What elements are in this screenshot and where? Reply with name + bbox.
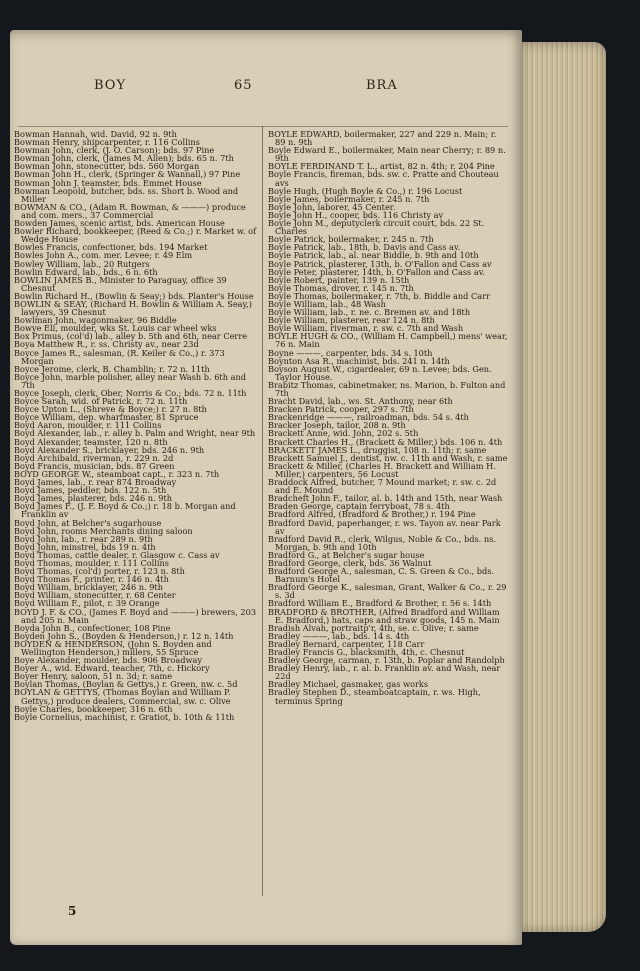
directory-entry: Boyson August W., cigardealer, 69 n. Levee; bds. Gen. Taylor House. bbox=[268, 363, 492, 382]
directory-entry: Bowman Henry, shipcarpenter, r. 116 Collins bbox=[14, 137, 200, 148]
directory-entry: Boyne ———, carpenter, bds. 34 s. 10th bbox=[268, 347, 433, 358]
directory-entry: Boyle John M., deputyclerk circuit court, bds. 22 St. Charles bbox=[268, 218, 485, 237]
directory-entry: BOYLE FERDINAND T. L., artist, 82 n. 4th; r. 204 Pine bbox=[268, 161, 495, 172]
directory-entry: Bradford George, clerk, bds. 36 Walnut bbox=[268, 557, 432, 568]
directory-entry: Bradley George, carman, r. 13th, b. Poplar and Randolph bbox=[268, 655, 505, 666]
directory-entry: Boyer Henry, saloon, 51 n. 3d; r. same bbox=[14, 671, 173, 682]
directory-entry: Boyce Joseph, clerk, Ober, Norris & Co.; bds. 72 n. 11th bbox=[14, 388, 247, 398]
directory-entry: Brabitz Thomas, cabinetmaker, ns. Marion, b. Fulton and 7th bbox=[268, 379, 506, 398]
directory-entry: Bradford David R., clerk, Wilgus, Noble & Co., bds. ns. Morgan, b. 9th and 10th bbox=[268, 533, 496, 552]
directory-entry: Bradcheft John F., tailor, al. b. 14th and 15th, near Wash bbox=[268, 493, 503, 504]
directory-entry: Boyle Patrick, plasterer, 13th, b. O'Fallon and Cass av bbox=[268, 258, 492, 269]
directory-entry: BRACKETT JAMES L., druggist, 108 n. 11th; r. same bbox=[268, 444, 487, 455]
directory-entry: Boyle Patrick, boilermaker, r. 245 n. 7th bbox=[268, 234, 434, 245]
running-header bbox=[10, 74, 522, 96]
directory-entry: Boyd Thomas, cattle dealer, r. Glasgow c. Cass av bbox=[14, 549, 220, 560]
directory-entry: Bradford David, paperhanger, r. ws. Tayon av. near Park av bbox=[268, 517, 501, 536]
directory-entry: Bradley Michael, gasmaker, gas works bbox=[268, 679, 429, 690]
directory-entry: Boya Matthew R., r. ss. Christy av., near 23d bbox=[14, 339, 199, 350]
page-edges bbox=[520, 42, 606, 932]
directory-entry: Bowden James, scenic artist, bds. American House bbox=[14, 218, 225, 229]
header-right: BRA bbox=[366, 78, 398, 93]
directory-entry: Boyle Cornelius, machinist, r. Gratiot, b. 10th & 11th bbox=[14, 711, 235, 722]
directory-entry: Bowye Eli, moulder, wks St. Louis car wheel wks bbox=[14, 323, 217, 334]
directory-entry: Bracker Joseph, tailor, 208 n. 9th bbox=[268, 420, 406, 431]
directory-entry: Boyle Thomas, boilermaker, r. 7th, b. Biddle and Carr bbox=[268, 290, 490, 301]
directory-entry: Brackett & Miller, (Charles H. Brackett and William H. Miller,) carpenters, 56 Locust bbox=[268, 460, 496, 479]
directory-entry: Box Primus, (col'd) lab., alley b. 5th and 6th, near Cerre bbox=[14, 331, 248, 342]
directory-entry: Boyd William, stonecutter, r. 68 Center bbox=[14, 590, 176, 601]
directory-entry: Boye Alexander, moulder, bds. 906 Broadway bbox=[14, 655, 202, 666]
directory-entry: Boyd Thomas, (col'd) porter, r. 123 n. 8th bbox=[14, 566, 185, 577]
directory-entry: BOWMAN & CO., (Adam R. Bowman, & ———) produce and com. mers., 37 Commercial bbox=[14, 201, 246, 220]
directory-entry: Bradley ———, lab., bds. 14 s. 4th bbox=[268, 630, 410, 641]
directory-entry: Boyle Thomas, drover, r. 145 n. 7th bbox=[268, 282, 414, 293]
directory-page bbox=[10, 30, 522, 945]
directory-entry: Bowman Hannah, wid. David, 92 n. 9th bbox=[14, 129, 177, 139]
directory-entry: BOYLE HUGH & CO., (William H. Campbell,) mens' wear, 76 n. Main bbox=[268, 331, 508, 350]
directory-entry: Brackett Charles H., (Brackett & Miller,) bds. 106 n. 4th bbox=[268, 436, 503, 447]
directory-entry: Boyd James, plasterer, bds. 246 n. 9th bbox=[14, 493, 173, 504]
directory-entry: Boyd Aaron, moulder, r. 111 Collins bbox=[14, 420, 162, 431]
directory-entry: Boyd Francis, musician, bds. 87 Green bbox=[14, 460, 175, 471]
directory-entry: Boyle Peter, plasterer, 14th, b. O'Fallon and Cass av. bbox=[268, 266, 485, 277]
directory-entry: Boyle John, laborer, 45 Center. bbox=[268, 201, 396, 212]
right-column bbox=[268, 130, 508, 705]
directory-entry: Boyda John B., confectioner, 108 Pine bbox=[14, 622, 171, 633]
directory-entry: Boyd John, lab., r. rear 289 n. 9th bbox=[14, 533, 153, 544]
directory-entry: Boylan Thomas, (Boylan & Gettys,) r. Green, nw. c. 5d bbox=[14, 679, 238, 690]
directory-entry: Boynton Asa R., machinist, bds. 241 n. 14th bbox=[268, 355, 450, 366]
directory-entry: Boyce Jerome, clerk, B. Chamblin; r. 72 n. 11th bbox=[14, 363, 210, 374]
directory-entry: Boyce William, dep. wharfmaster, 81 Spruce bbox=[14, 412, 199, 423]
directory-entry: Bracken Patrick, cooper, 297 s. 7th bbox=[268, 404, 414, 415]
directory-entry: Boyd John, minstrel, bds 19 n. 4th bbox=[14, 541, 156, 552]
directory-entry: Bradley Henry, lab., r. al. b. Franklin av. and Wash, near 22d bbox=[268, 663, 501, 682]
directory-entry: Boyle John H., cooper, bds. 116 Christy av bbox=[268, 209, 444, 220]
directory-entry: Bradish Alvah, portraitp'r, 4th, se. c. Olive; r. same bbox=[268, 622, 479, 633]
left-column bbox=[14, 130, 258, 721]
directory-entry: Boyd Archibald, riverman, r. 229 n. 2d bbox=[14, 452, 174, 463]
directory-entry: Bradford George A., salesman, C. S. Green & Co., bds. Barnum's Hotel bbox=[268, 566, 495, 585]
directory-entry: Boyle Francis, fireman, bds. sw. c. Pratte and Chouteau avs bbox=[268, 169, 499, 188]
directory-entry: Boyle Patrick, lab., 18th, b. Davis and Cass av. bbox=[268, 242, 461, 253]
directory-entry: Boyd James, peddler, bds. 122 n. 5th bbox=[14, 485, 167, 496]
directory-entry: Bradley Bernard, carpenter, 118 Carr bbox=[268, 638, 425, 649]
header-rule bbox=[18, 126, 508, 127]
directory-entry: Boyce John, marble polisher, alley near Wash b. 6th and 7th bbox=[14, 371, 246, 390]
directory-entry: BOYD J. F. & CO., (James F. Boyd and ———) brewers, 203 and 205 n. Main bbox=[14, 606, 257, 625]
directory-entry: BOYLE EDWARD, boilermaker, 227 and 229 n. Main; r. 89 n. 9th bbox=[268, 129, 497, 148]
directory-entry: Boyd Alexander, teamster, 120 n. 8th bbox=[14, 436, 168, 447]
directory-entry: Brackett Samuel J., dentist, nw. c. 11th and Wash, r. same bbox=[268, 452, 508, 463]
signature-mark: 5 bbox=[68, 904, 77, 918]
directory-entry: Boyle Patrick, lab., al. near Biddle, b. 9th and 10th bbox=[268, 250, 479, 261]
directory-entry: Bowles John A., com. mer. Levee; r. 49 Elm bbox=[14, 250, 193, 261]
page-number: 65 bbox=[234, 78, 253, 93]
directory-entry: Bracht David, lab., ws. St. Anthony, near 6th bbox=[268, 396, 453, 407]
directory-entry: Braddock Alfred, butcher, 7 Mound market; r. sw. c. 2d and E. Mound bbox=[268, 477, 497, 496]
directory-entry: Bowler Richard, bookkeeper, (Reed & Co.;) r. Market w. of Wedge House bbox=[14, 226, 257, 245]
directory-entry: Boyle Hugh, (Hugh Boyle & Co.,) r. 196 Locust bbox=[268, 185, 463, 196]
directory-entry: Bowlman John, wagonmaker, 96 Biddle bbox=[14, 315, 177, 326]
directory-entry: Brackenridge ———, railroadman, bds. 54 s. 4th bbox=[268, 412, 469, 423]
directory-entry: Boyd John, rooms Merchants dining saloon bbox=[14, 525, 193, 536]
directory-entry: Boyle Charles, bookkeeper, 316 n. 6th bbox=[14, 703, 173, 714]
directory-entry: Bradford Alfred, (Bradford & Brother,) r. 194 Pine bbox=[268, 509, 476, 520]
directory-entry: BOYDEN & HENDERSON, (John S. Boyden and Wellington Henderson,) millers, 55 Spruce bbox=[14, 638, 212, 657]
directory-entry: Boyle William, lab., r. ne. c. Bremen av. and 18th bbox=[268, 307, 471, 318]
directory-entry: BOWLIN & SEAY, (Richard H. Bowlin & William A. Seay,) lawyers, 39 Chesnut bbox=[14, 298, 252, 318]
directory-entry: Bradford William E., Bradford & Brother, r. 56 s. 14th bbox=[268, 598, 492, 609]
directory-entry: Bowman John J. teamster, bds. Emmet House bbox=[14, 177, 202, 188]
directory-entry: Boyle Robert, painter, 139 n. 15th bbox=[268, 274, 410, 285]
directory-entry: Boyd William F., pilot, r. 39 Orange bbox=[14, 598, 160, 609]
directory-entry: Boyd John, at Belcher's sugarhouse bbox=[14, 517, 162, 528]
directory-entry: Boyd James F., (J. F. Boyd & Co.;) r. 18 b. Morgan and Franklin av bbox=[14, 501, 236, 520]
directory-entry: Boyd Thomas F., printer, r. 146 n. 4th bbox=[14, 574, 169, 585]
directory-entry: Bowman John, clerk, (James M. Allen); bds. 65 n. 7th bbox=[14, 153, 234, 164]
directory-entry: Boyer A., wid. Edward, teacher, 7th, c. Hickory bbox=[14, 663, 210, 674]
directory-entry: Bowman John, stonecutter, bds. 560 Morgan bbox=[14, 161, 200, 172]
directory-entry: Bradford George K., salesman, Grant, Walker & Co., r. 29 s. 3d bbox=[268, 582, 507, 601]
directory-entry: Boyle William, plasterer, rear 124 n. 8th bbox=[268, 315, 435, 326]
directory-entry: Boyd Alexander, lab., r. alley b. Palm and Wright, near 9th bbox=[14, 428, 256, 439]
directory-entry: Bowles Francis, confectioner, bds. 194 Market bbox=[14, 242, 208, 253]
directory-entry: Boyd James, lab., r. rear 874 Broadway bbox=[14, 477, 177, 488]
directory-entry: Boyle Edward E., boilermaker, Main near Cherry; r. 89 n. 9th bbox=[268, 145, 506, 164]
column-divider bbox=[262, 126, 263, 896]
directory-entry: Braden George, captain ferryboat, 78 s. 4th bbox=[268, 501, 450, 512]
directory-entry: Bradford G., at Belcher's sugar house bbox=[268, 549, 425, 560]
directory-entry: Bowlin Richard H., (Bowlin & Seay;) bds. Planter's House bbox=[14, 290, 254, 301]
directory-entry: BRADFORD & BROTHER, (Alfred Bradford and William E. Bradford,) hats, caps and straw goods, 145 n. Main bbox=[268, 606, 500, 625]
directory-entry: Boyd William, bricklayer, 246 n. 9th bbox=[14, 582, 164, 593]
directory-entry: Boyd Thomas, moulder, r. 111 Collins bbox=[14, 557, 169, 568]
directory-entry: Boyd Alexander S., bricklayer, bds. 246 n. 9th bbox=[14, 444, 205, 455]
directory-entry: Bradley Stephen D., steamboatcaptain, r. ws. High, terminus Spring bbox=[268, 687, 481, 706]
directory-entry: Bowley William, lab., 20 Rutgers bbox=[14, 258, 150, 269]
directory-entry: Bowman John, clerk, (J. O. Carson); bds. 97 Pine bbox=[14, 145, 215, 156]
directory-entry: Boyce Upton L., (Shreve & Boyce;) r. 27 n. 8th bbox=[14, 404, 207, 415]
directory-entry: Boyce James R., salesman, (R. Keiler & Co.,) r. 373 Morgan bbox=[14, 347, 225, 366]
directory-entry: Bowman John H., clerk, (Springer & Wannall,) 97 Pine bbox=[14, 169, 241, 180]
directory-entry: Bowlin Edward, lab., bds., 6 n. 6th bbox=[14, 266, 158, 277]
directory-entry: Boyle James, boilermaker, r. 245 n. 7th bbox=[268, 193, 430, 204]
directory-entry: Boyden John S., (Boyden & Henderson,) r. 12 n. 14th bbox=[14, 630, 234, 641]
directory-entry: Bradley Francis G., blacksmith, 4th, c. Chesnut bbox=[268, 647, 465, 657]
directory-entry: BOYLAN & GETTYS, (Thomas Boylan and William P. Gettys,) produce dealers, Commercial, sw. c. Olive bbox=[14, 687, 231, 706]
directory-entry: Brackett Anne, wid. John, 202 s. 5th bbox=[268, 428, 419, 439]
directory-entry: Boyle William, lab., 48 Wash bbox=[268, 298, 386, 309]
directory-entry: BOWLIN JAMES B., Minister to Paraguay, office 39 Chesnut bbox=[14, 274, 227, 293]
directory-entry: Bowman Leopold, butcher, bds. ss. Short b. Wood and Miller bbox=[14, 185, 239, 204]
directory-entry: Boyle William, riverman, r. sw. c. 7th and Wash bbox=[268, 323, 464, 334]
directory-entry: Boyce Sarah, wid. of Patrick, r. 72 n. 11th bbox=[14, 396, 188, 407]
header-left: BOY bbox=[94, 78, 127, 93]
directory-entry: BOYD GEORGE W., steamboat capt., r. 323 n. 7th bbox=[14, 468, 220, 479]
